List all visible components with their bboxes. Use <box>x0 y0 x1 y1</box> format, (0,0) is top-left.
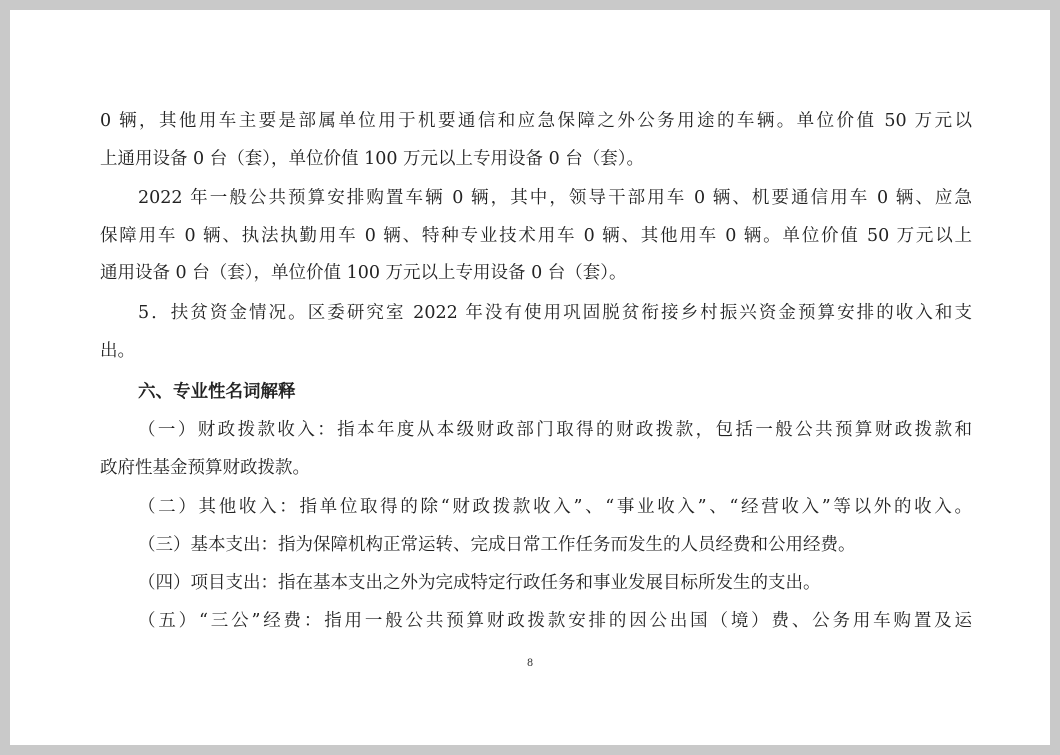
page-number: 8 <box>526 658 534 669</box>
paragraph-line-4: 保障用车 0 辆、执法执勤用车 0 辆、特种专业技术用车 0 辆、其他用车 0 辆。单位价值 50 万元以上 <box>100 226 972 246</box>
paragraph-line-2: 上通用设备 0 台（套），单位价值 100 万元以上专用设备 0 台（套）。 <box>100 149 645 169</box>
paragraph-line-7: 出。 <box>100 341 135 361</box>
definition-line-2: 政府性基金预算财政拨款。 <box>100 458 310 478</box>
section-heading: 六、专业性名词解释 <box>138 382 296 402</box>
document-page <box>10 10 1050 745</box>
definition-line-5: （四）项目支出：指在基本支出之外为完成特定行政任务和事业发展目标所发生的支出。 <box>138 573 821 593</box>
definition-line-4: （三）基本支出：指为保障机构正常运转、完成日常工作任务而发生的人员经费和公用经费。 <box>138 535 856 555</box>
definition-line-1: （一）财政拨款收入：指本年度从本级财政部门取得的财政拨款，包括一般公共预算财政拨款和 <box>138 420 972 440</box>
paragraph-line-3: 2022 年一般公共预算安排购置车辆 0 辆，其中，领导干部用车 0 辆、机要通信用车 0 辆、应急 <box>138 188 972 208</box>
paragraph-line-5: 通用设备 0 台（套），单位价值 100 万元以上专用设备 0 台（套）。 <box>100 263 627 283</box>
paragraph-line-1: 0 辆，其他用车主要是部属单位用于机要通信和应急保障之外公务用途的车辆。单位价值 50 万元以 <box>100 111 972 131</box>
definition-line-6: （五）“三公”经费：指用一般公共预算财政拨款安排的因公出国（境）费、公务用车购置及运 <box>138 611 972 631</box>
definition-line-3: （二）其他收入：指单位取得的除“财政拨款收入”、“事业收入”、“经营收入”等以外的收入。 <box>138 497 972 517</box>
paragraph-line-6: 5．扶贫资金情况。区委研究室 2022 年没有使用巩固脱贫衔接乡村振兴资金预算安排的收入和支 <box>138 303 972 323</box>
